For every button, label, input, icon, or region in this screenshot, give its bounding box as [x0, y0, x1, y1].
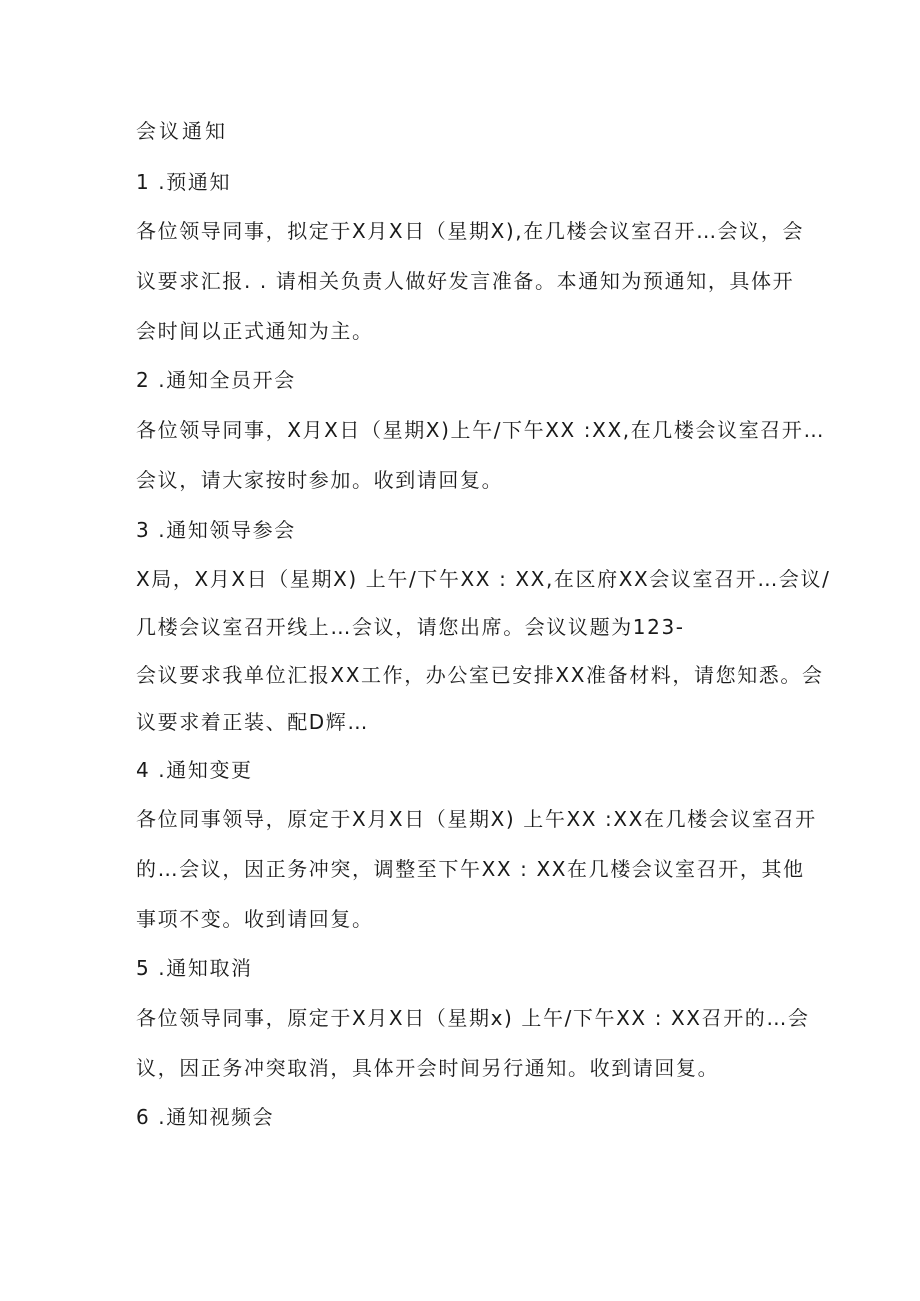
section-4-line-3: 事项不变。收到请回复。 [136, 907, 374, 931]
section-1-line-2: 议要求汇报. . 请相关负责人做好发言准备。本通知为预通知，具体开 [136, 269, 795, 293]
section-4-line-1: 各位同事领导，原定于X月X日（星期X) 上午XX :XX在几楼会议室召开 [136, 807, 817, 831]
section-5-line-1: 各位领导同事，原定于X月X日（星期x) 上午/下午XX : XX召开的…会 [136, 1006, 810, 1030]
section-heading-5: 5 .通知取消 [136, 956, 253, 980]
section-3-line-2: 几楼会议室召开线上…会议，请您出席。会议议题为123- [136, 615, 685, 639]
section-3-line-3: 会议要求我单位汇报XX工作，办公室已安排XX准备材料，请您知悉。会 [136, 663, 824, 687]
section-3-line-4: 议要求着正装、配D辉… [136, 710, 370, 734]
section-heading-1: 1 .预通知 [136, 170, 232, 194]
section-heading-2: 2 .通知全员开会 [136, 368, 296, 392]
section-5-line-2: 议，因正务冲突取消，具体开会时间另行通知。收到请回复。 [136, 1056, 720, 1080]
section-2-line-2: 会议，请大家按时参加。收到请回复。 [136, 468, 504, 492]
document-title: 会议通知 [136, 119, 228, 143]
section-heading-3: 3 .通知领导参会 [136, 518, 296, 542]
section-heading-4: 4 .通知变更 [136, 758, 253, 782]
section-3-line-1: X局，X月X日（星期X) 上午/下午XX : XX,在区府XX会议室召开…会议/ [136, 567, 831, 591]
section-heading-6: 6 .通知视频会 [136, 1105, 275, 1129]
section-1-line-3: 会时间以正式通知为主。 [136, 319, 374, 343]
section-2-line-1: 各位领导同事，X月X日（星期X)上午/下午XX :XX,在几楼会议室召开… [136, 418, 826, 442]
section-4-line-2: 的…会议，因正务冲突，调整至下午XX : XX在几楼会议室召开，其他 [136, 857, 805, 881]
section-1-line-1: 各位领导同事，拟定于X月X日（星期X),在几楼会议室召开…会议，会 [136, 219, 805, 243]
